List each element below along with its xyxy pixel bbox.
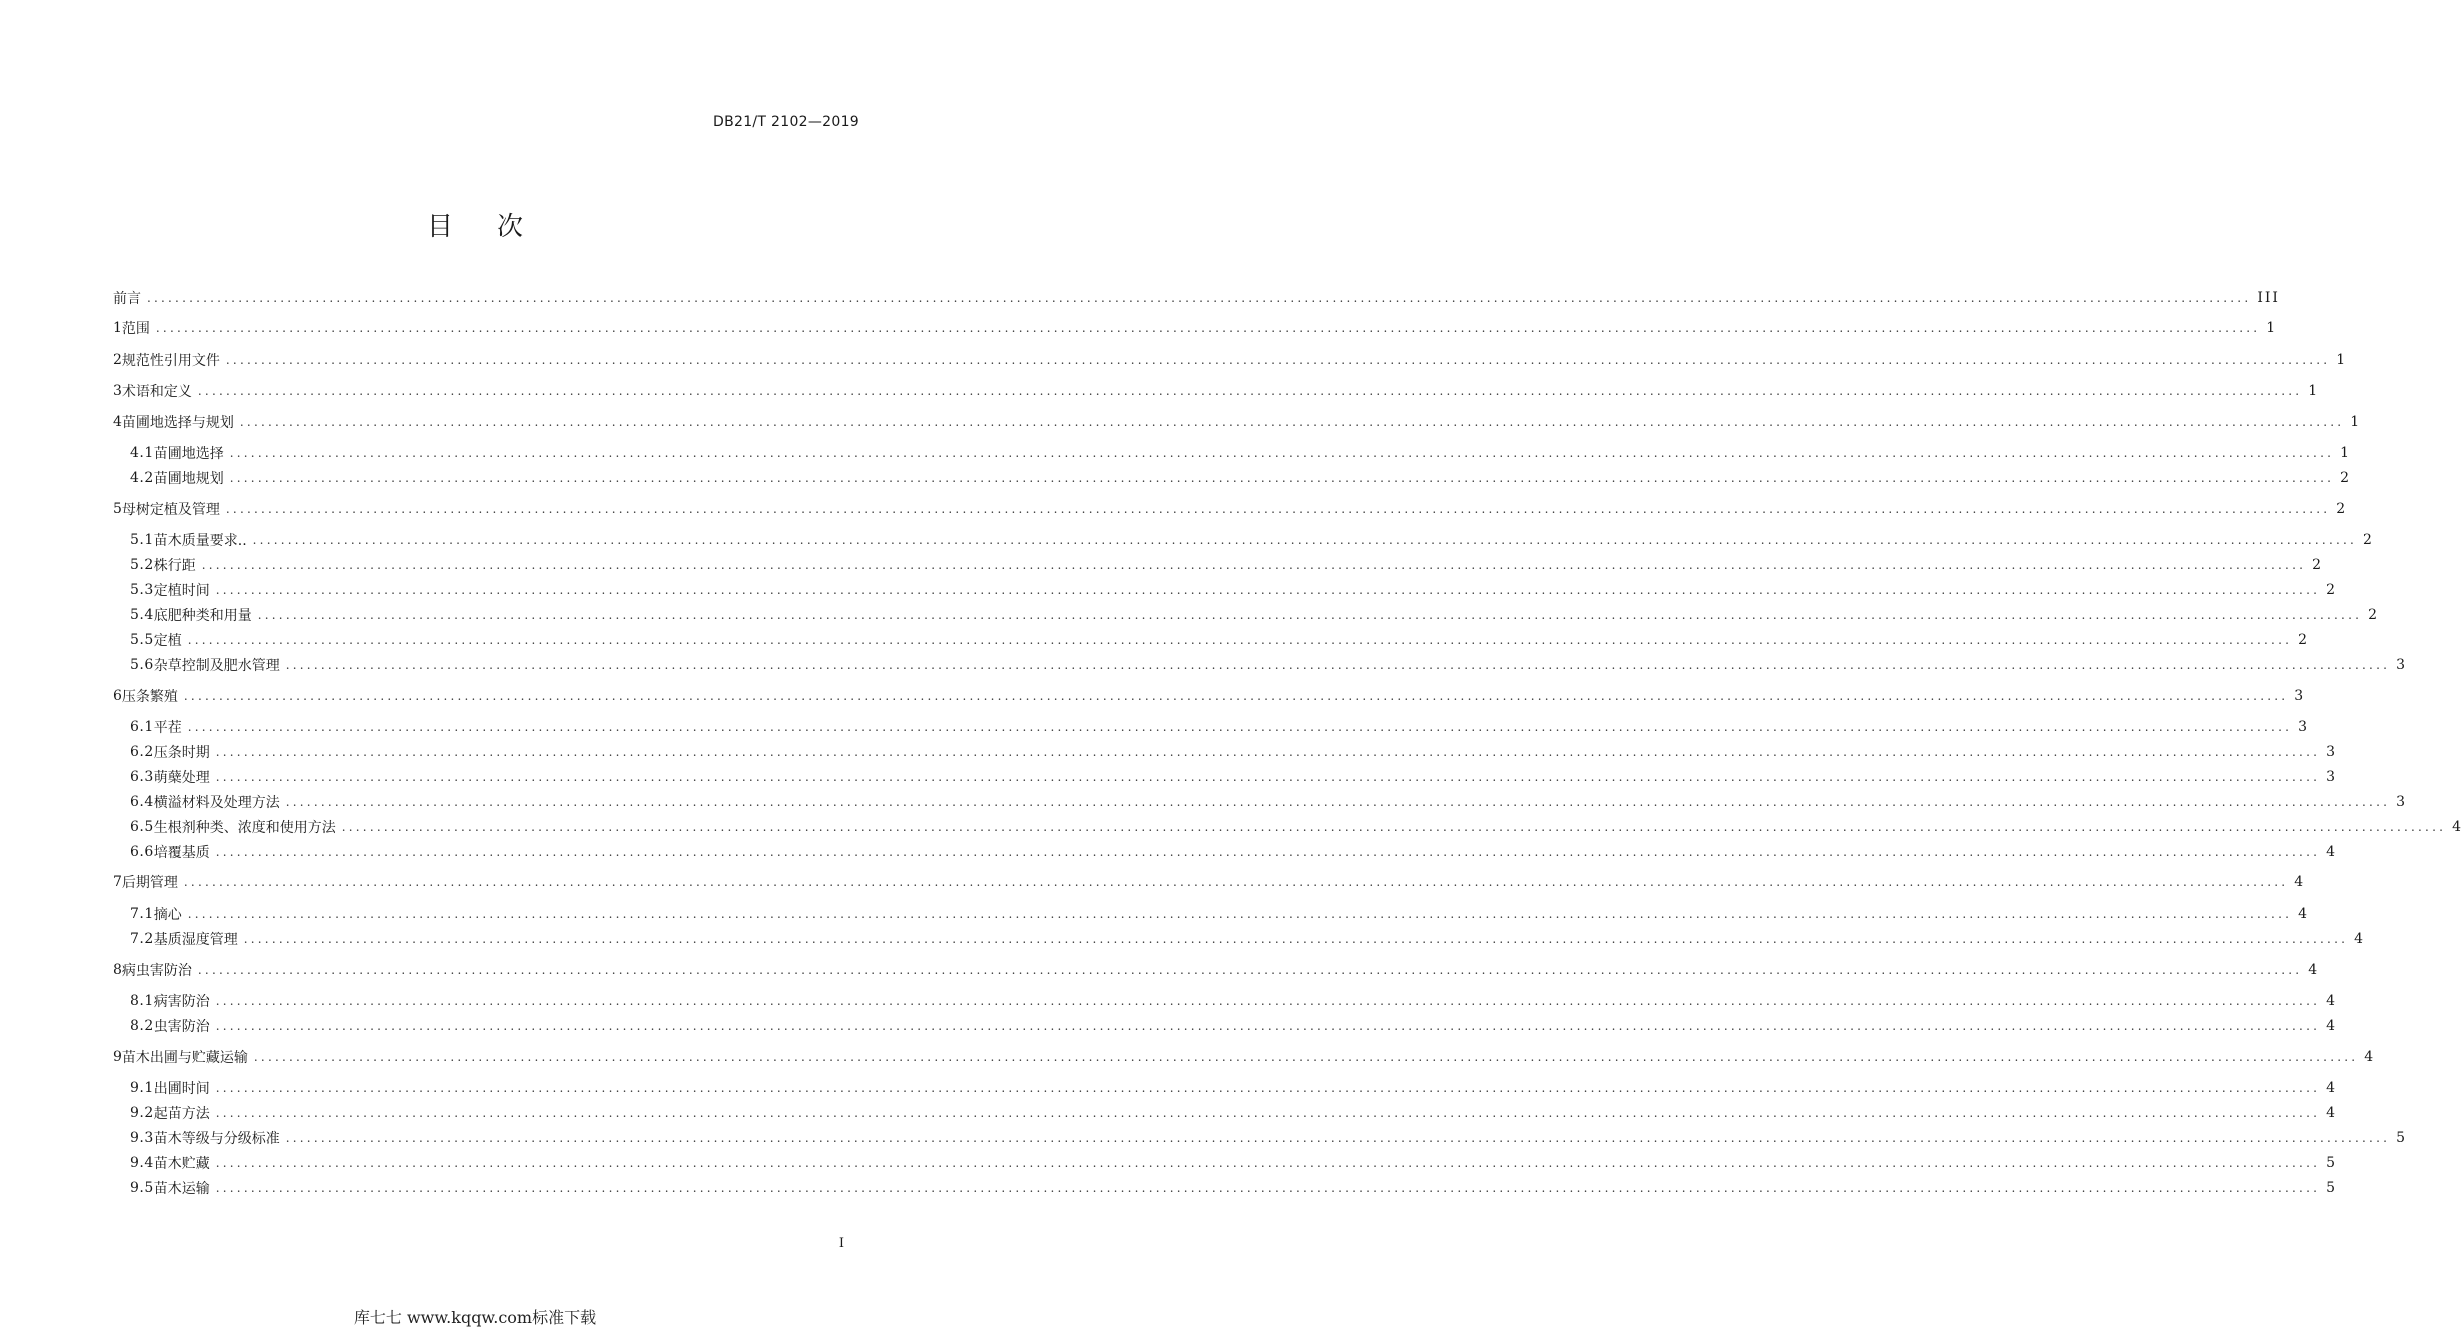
toc-entry-number: 6.4 [130, 794, 154, 810]
toc-entry-page: 4 [2452, 819, 2463, 835]
toc-entry-page: 2 [2368, 607, 2380, 623]
toc-leader-dots: ............................................................................................................................................................................................................................................................................................................ [215, 583, 2321, 597]
toc-leader-dots: ............................................................................................................................................................................................................................................................................................................ [215, 994, 2321, 1008]
toc-subentry[interactable] [130, 580, 2338, 600]
toc-entry-number: 6.5 [130, 819, 154, 835]
toc-leader-dots: ............................................................................................................................................................................................................................................................................................................ [229, 446, 2335, 460]
watermark-text: 库七七 www.kqqw.com标准下载 [353, 1308, 597, 1327]
toc-entry-label: 基质湿度管理 [153, 932, 238, 948]
toc-entry-page: 5 [2396, 1130, 2408, 1146]
toc-leader-dots: ............................................................................................................................................................................................................................................................................................................ [215, 1181, 2321, 1195]
toc-subentry[interactable] [130, 767, 2338, 787]
toc-entry-page: 4 [2326, 993, 2338, 1009]
toc-entry-number: 9.1 [130, 1080, 154, 1096]
toc-entry-page: 3 [2326, 769, 2338, 785]
toc-subentry[interactable] [130, 1153, 2338, 1173]
toc-entry-number: 9.4 [130, 1155, 154, 1171]
toc-entry-number: 4.1 [130, 445, 154, 461]
toc-entry-page: 4 [2308, 962, 2320, 978]
toc-leader-dots: ............................................................................................................................................................................................................................................................................................................ [147, 291, 2252, 305]
toc-subentry[interactable] [130, 1078, 2338, 1098]
toc-leader-dots: ............................................................................................................................................................................................................................................................................................................ [215, 845, 2321, 859]
toc-entry-page: 4 [2326, 1105, 2338, 1121]
toc-leader-dots: ............................................................................................................................................................................................................................................................................................................ [253, 1050, 2359, 1064]
toc-entry-page: 1 [2266, 320, 2278, 336]
toc-entry-label: 杂草控制及肥水管理 [153, 658, 280, 674]
toc-entry-number: 4 [113, 414, 122, 430]
toc-entry-page: 2 [2363, 532, 2374, 548]
toc-entry-label: 定植 [153, 633, 182, 649]
toc-entry[interactable] [113, 350, 2348, 370]
toc-leader-dots: ............................................................................................................................................................................................................................................................................................................ [215, 1106, 2321, 1120]
toc-entry-page: 3 [2396, 657, 2408, 673]
toc-entry-label: 定植时间 [153, 583, 210, 599]
toc-entry-page: 4 [2354, 931, 2366, 947]
toc-subentry[interactable] [130, 530, 2374, 550]
toc-leader-dots: ............................................................................................................................................................................................................................................................................................................ [187, 633, 2293, 647]
toc-leader-dots: ............................................................................................................................................................................................................................................................................................................ [229, 471, 2335, 485]
toc-entry-label: 苗木运输 [153, 1181, 210, 1197]
toc-entry-page: 4 [2364, 1049, 2376, 1065]
toc-entry-label: 起苗方法 [153, 1106, 210, 1122]
toc-subentry[interactable] [130, 1128, 2408, 1148]
toc-entry-label: 苗木出圃与贮藏运输 [121, 1050, 248, 1066]
toc-entry-page: 4 [2326, 1018, 2338, 1034]
toc-entry-label: 范围 [121, 321, 150, 337]
page-title: 目次 [426, 212, 567, 242]
toc-entry-page: 2 [2312, 557, 2324, 573]
toc-entry-number: 5.5 [130, 632, 154, 648]
toc-entry-number: 6.3 [130, 769, 154, 785]
toc-subentry[interactable] [130, 443, 2352, 463]
toc-entry-page: 3 [2396, 794, 2408, 810]
toc-entry-page: 4 [2294, 874, 2306, 890]
toc-leader-dots: ............................................................................................................................................................................................................................................................................................................ [215, 770, 2321, 784]
toc-entry-page: 3 [2298, 719, 2310, 735]
toc-subentry[interactable] [130, 630, 2310, 650]
toc-entry-page: 2 [2326, 582, 2338, 598]
toc-entry-page: 2 [2336, 501, 2348, 517]
toc-entry-number: 7 [113, 874, 122, 890]
toc-entry-number: 3 [113, 383, 122, 399]
toc-subentry[interactable] [130, 792, 2408, 812]
toc-leader-dots: ............................................................................................................................................................................................................................................................................................................ [201, 558, 2307, 572]
toc-entry-number: 8 [113, 962, 122, 978]
toc-entry-number: 8.2 [130, 1018, 154, 1034]
toc-entry[interactable] [113, 499, 2348, 519]
toc-entry-label: 压条繁殖 [121, 689, 178, 705]
toc-leader-dots: ............................................................................................................................................................................................................................................................................................................ [239, 415, 2345, 429]
page-number: I [838, 1236, 844, 1251]
toc-entry-number: 9.3 [130, 1130, 154, 1146]
toc-entry-number: 4.2 [130, 470, 154, 486]
toc-entry-number: 9.5 [130, 1180, 154, 1196]
toc-subentry[interactable] [130, 842, 2338, 862]
toc-leader-dots: ............................................................................................................................................................................................................................................................................................................ [187, 720, 2293, 734]
toc-leader-dots: ............................................................................................................................................................................................................................................................................................................ [215, 1081, 2321, 1095]
toc-leader-dots: ............................................................................................................................................................................................................................................................................................................ [215, 1019, 2321, 1033]
toc-entry[interactable] [113, 960, 2320, 980]
toc-entry-number: 5.1 [130, 532, 154, 548]
toc-subentry[interactable] [130, 1103, 2338, 1123]
toc-leader-dots: ............................................................................................................................................................................................................................................................................................................ [285, 1131, 2391, 1145]
toc-entry-number: 6.2 [130, 744, 154, 760]
toc-subentry[interactable] [130, 742, 2338, 762]
toc-entry-page: 2 [2298, 632, 2310, 648]
toc-entry-page: 1 [2336, 352, 2348, 368]
toc-entry-page: 4 [2326, 1080, 2338, 1096]
toc-entry-label: 压条时期 [153, 745, 210, 761]
toc-entry-label: 术语和定义 [121, 384, 192, 400]
toc-entry-number: 7.2 [130, 931, 154, 947]
toc-leader-dots: ............................................................................................................................................................................................................................................................................................................ [197, 384, 2303, 398]
toc-entry-number: 5 [113, 501, 122, 517]
toc-leader-dots: ............................................................................................................................................................................................................................................................................................................ [183, 875, 2289, 889]
toc-entry[interactable] [113, 318, 2278, 338]
toc-entry-label: 苗木质量要求.. [153, 533, 247, 549]
toc-leader-dots: ............................................................................................................................................................................................................................................................................................................ [243, 932, 2349, 946]
toc-entry[interactable] [113, 412, 2362, 432]
toc-leader-dots: ............................................................................................................................................................................................................................................................................................................ [197, 963, 2303, 977]
toc-subentry[interactable] [130, 1178, 2338, 1198]
toc-entry-label: 底肥种类和用量 [153, 608, 252, 624]
toc-entry-number: 6.6 [130, 844, 154, 860]
toc-entry[interactable] [113, 288, 2280, 308]
toc-entry-label: 母树定植及管理 [121, 502, 220, 518]
toc-entry-number: 8.1 [130, 993, 154, 1009]
toc-entry-page: 5 [2326, 1180, 2338, 1196]
toc-entry-page: 1 [2308, 383, 2320, 399]
toc-entry-number: 5.2 [130, 557, 154, 573]
toc-leader-dots: ............................................................................................................................................................................................................................................................................................................ [285, 795, 2391, 809]
toc-leader-dots: ............................................................................................................................................................................................................................................................................................................ [183, 689, 2289, 703]
toc-leader-dots: ............................................................................................................................................................................................................................................................................................................ [341, 820, 2447, 834]
toc-entry-number: 5.6 [130, 657, 154, 673]
toc-leader-dots: ............................................................................................................................................................................................................................................................................................................ [215, 1156, 2321, 1170]
toc-subentry[interactable] [130, 1016, 2338, 1036]
toc-entry-label: 规范性引用文件 [121, 353, 220, 369]
toc-entry-number: 6 [113, 688, 122, 704]
toc-entry-number: 2 [113, 352, 122, 368]
toc-entry-label: 横溢材料及处理方法 [153, 795, 280, 811]
toc-subentry[interactable] [130, 929, 2366, 949]
toc-entry-number: 1 [113, 320, 122, 336]
toc-subentry[interactable] [130, 655, 2408, 675]
toc-subentry[interactable] [130, 817, 2463, 837]
toc-subentry[interactable] [130, 904, 2310, 924]
toc-subentry[interactable] [130, 555, 2324, 575]
toc-leader-dots: ............................................................................................................................................................................................................................................................................................................ [225, 502, 2331, 516]
toc-leader-dots: ............................................................................................................................................................................................................................................................................................................ [155, 321, 2261, 335]
toc-leader-dots: ............................................................................................................................................................................................................................................................................................................ [215, 745, 2321, 759]
toc-entry-number: 7.1 [130, 906, 154, 922]
toc-entry-label: 苗木贮藏 [153, 1156, 210, 1172]
toc-leader-dots: ............................................................................................................................................................................................................................................................................................................ [225, 353, 2331, 367]
document-code: DB21/T 2102—2019 [713, 114, 859, 130]
toc-entry-label: 病害防治 [153, 994, 210, 1010]
toc-leader-dots: ............................................................................................................................................................................................................................................................................................................ [285, 658, 2391, 672]
toc-entry-label: 出圃时间 [153, 1081, 210, 1097]
toc-leader-dots: ............................................................................................................................................................................................................................................................................................................ [252, 533, 2358, 547]
toc-entry-page: 1 [2340, 445, 2352, 461]
toc-entry-page: 3 [2326, 744, 2338, 760]
toc-entry-label: 株行距 [153, 558, 196, 574]
toc-entry-label: 病虫害防治 [121, 963, 192, 979]
toc-entry-label: 萌蘖处理 [153, 770, 210, 786]
toc-entry-label: 后期管理 [121, 875, 178, 891]
toc-entry-page: 3 [2294, 688, 2306, 704]
toc-subentry[interactable] [130, 605, 2380, 625]
toc-entry-label: 苗圃地选择 [153, 446, 224, 462]
toc-entry-label: 虫害防治 [153, 1019, 210, 1035]
toc-leader-dots: ............................................................................................................................................................................................................................................................................................................ [257, 608, 2363, 622]
toc-entry-page: 1 [2350, 414, 2362, 430]
toc-entry-page: 5 [2326, 1155, 2338, 1171]
toc-entry-label: 培覆基质 [153, 845, 210, 861]
toc-entry[interactable] [113, 381, 2320, 401]
toc-entry-number: 5.3 [130, 582, 154, 598]
toc-entry-number: 6.1 [130, 719, 154, 735]
toc-subentry[interactable] [130, 468, 2352, 488]
toc-entry[interactable] [113, 1047, 2376, 1067]
toc-entry[interactable] [113, 872, 2306, 892]
toc-subentry[interactable] [130, 991, 2338, 1011]
toc-entry-label: 苗圃地规划 [153, 471, 224, 487]
toc-entry-label: 摘心 [153, 907, 182, 923]
toc-entry-number: 9 [113, 1049, 122, 1065]
toc-subentry[interactable] [130, 717, 2310, 737]
toc-entry[interactable] [113, 686, 2306, 706]
toc-entry-label: 苗木等级与分级标准 [153, 1131, 280, 1147]
toc-entry-label: 前言 [113, 291, 141, 307]
toc-entry-number: 9.2 [130, 1105, 154, 1121]
toc-entry-page: 2 [2340, 470, 2352, 486]
toc-entry-label: 平茬 [153, 720, 182, 736]
toc-entry-label: 苗圃地选择与规划 [121, 415, 234, 431]
toc-leader-dots: ............................................................................................................................................................................................................................................................................................................ [187, 907, 2293, 921]
toc-entry-page: III [2257, 290, 2280, 306]
toc-entry-page: 4 [2298, 906, 2310, 922]
toc-entry-number: 5.4 [130, 607, 154, 623]
toc-entry-label: 生根剂种类、浓度和使用方法 [153, 820, 336, 836]
toc-entry-page: 4 [2326, 844, 2338, 860]
